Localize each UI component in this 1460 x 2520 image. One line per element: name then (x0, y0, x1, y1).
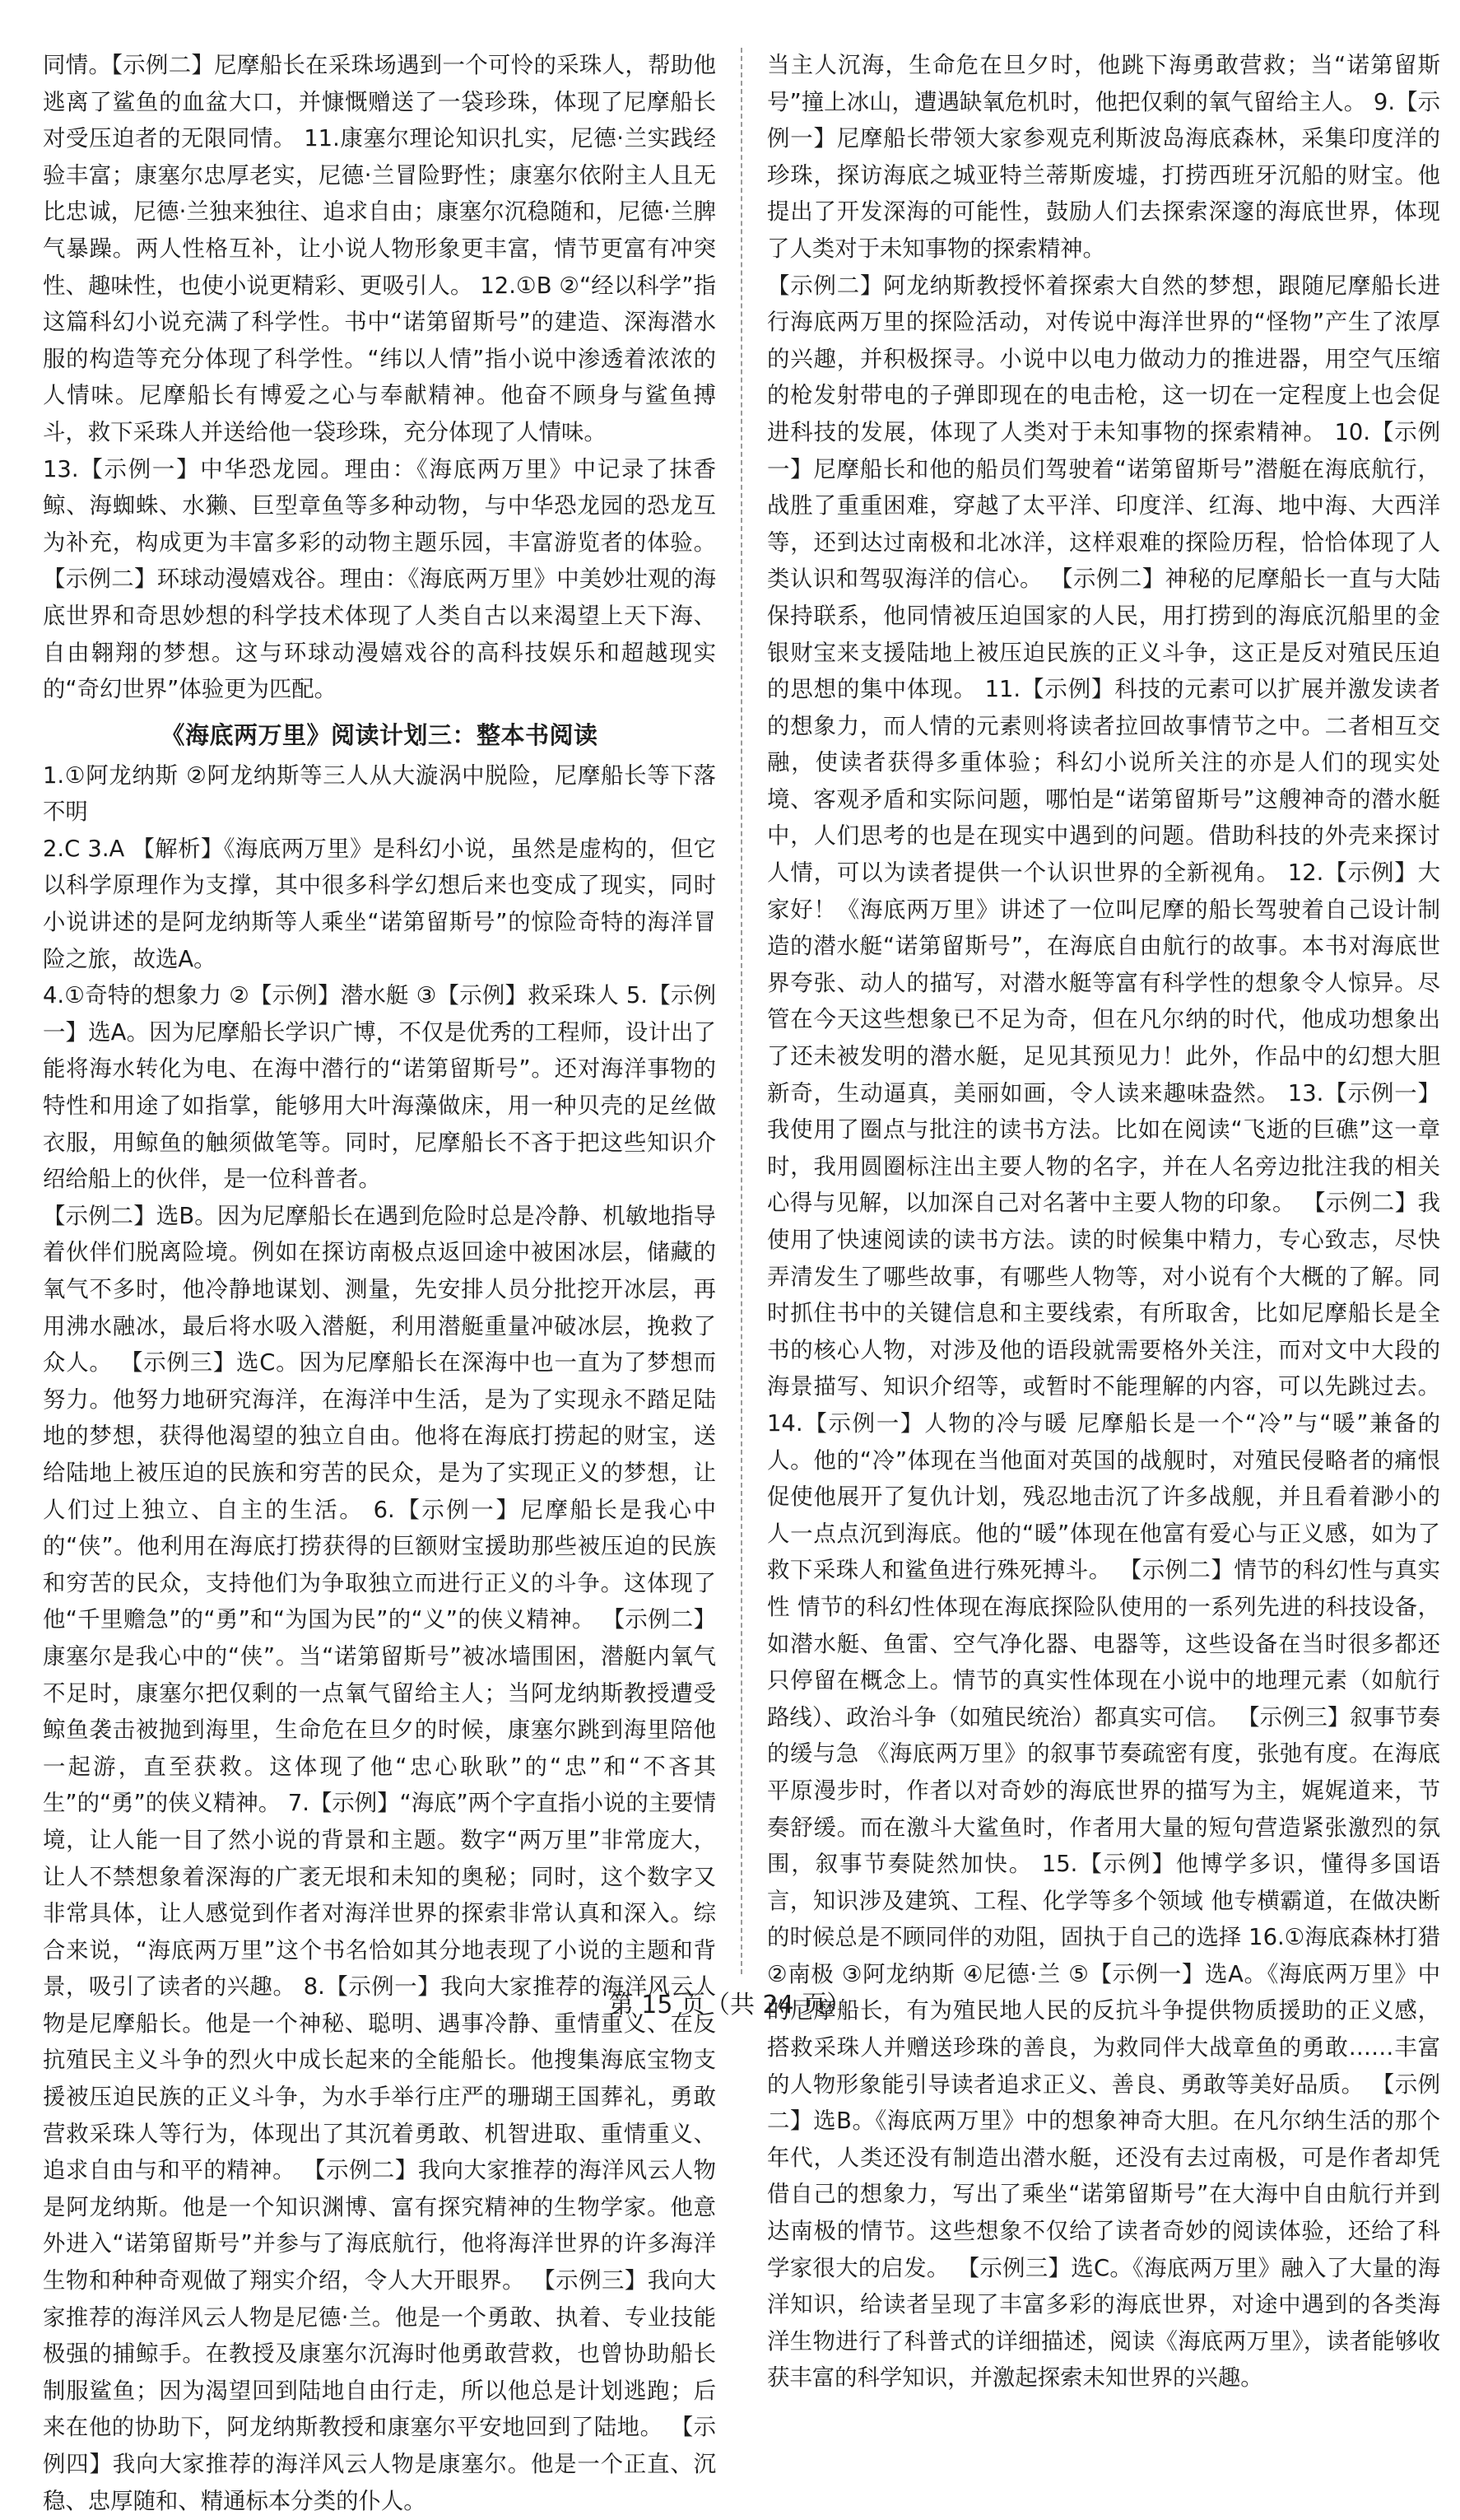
paragraph: 13.【示例一】中华恐龙园。理由：《海底两万里》中记录了抹香鲸、海蜘蛛、水獭、巨型章鱼等多种动物，与中华恐龙园的恐龙互为补充，构成更为丰富多彩的动物主题乐园，丰富游览者的体验。 【示例二】环球动漫嬉戏谷。理由：《海底两万里》中美妙壮观的海底世界和奇思妙想的科学技术体现了人类自古以来渴望上天下海、自由翱翔的梦想。这与环球动漫嬉戏谷的高科技娱乐和超越现实的“奇幻世界”体验更为匹配。 (43, 456, 716, 703)
column-divider (741, 48, 742, 1974)
paragraph: 4.①奇特的想象力 ②【示例】潜水艇 ③【示例】救采珠人 5.【示例一】选A。因为尼摩船长学识广博，不仅是优秀的工程师，设计出了能将海水转化为电、在海中潜行的“诺第留斯号”。还对海洋事物的特性和用途了如指掌，能够用大叶海藻做床，用一种贝壳的足丝做衣服，用鲸鱼的触须做笔等。同时，尼摩船长不吝于把这些知识介绍给船上的伙伴，是一位科普者。 (43, 983, 716, 1193)
left-column (43, 48, 716, 2514)
paragraph: 2.C 3.A 【解析】《海底两万里》是科幻小说，虽然是虚构的，但它以科学原理作为支撑，其中很多科学幻想后来也变成了现实，同时小说讲述的是阿龙纳斯等人乘坐“诺第留斯号”的惊险奇特的海洋冒险之旅，故选A。 (43, 836, 716, 972)
paragraph: 【示例二】阿龙纳斯教授怀着探索大自然的梦想，跟随尼摩船长进行海底两万里的探险活动，对传说中海洋世界的“怪物”产生了浓厚的兴趣，并积极探寻。小说中以电力做动力的推进器，用空气压缩的枪发射带电的子弹即现在的电击枪，这一切在一定程度上也会促进科技的发展，体现了人类对于未知事物的探索精神。 10.【示例一】尼摩船长和他的船员们驾驶着“诺第留斯号”潜艇在海底航行，战胜了重重困难，穿越了太平洋、印度洋、红海、地中海、大西洋等，还到达过南极和北冰洋，这样艰难的探险历程，恰恰体现了人类认识和驾驭海洋的信心。 【示例二】神秘的尼摩船长一直与大陆保持联系，他同情被压迫国家的人民，用打捞到的海底沉船里的金银财宝来支援陆地上被压迫民族的正义斗争，这正是反对殖民压迫的思想的集中体现。 11.【示例】科技的元素可以扩展并激发读者的想象力，而人情的元素则将读者拉回故事情节之中。二者相互交融，使读者获得多重体验；科幻小说所关注的亦是人们的现实处境、客观矛盾和实际问题，哪怕是“诺第留斯号”这艘神奇的潜水艇中，人们思考的也是在现实中遇到的问题。借助科技的外壳来探讨人情，可以为读者提供一个认识世界的全新视角。 12.【示例】大家好！《海底两万里》讲述了一位叫尼摩的船长驾驶着自己设计制造的潜水艇“诺第留斯号”，在海底自由航行的故事。本书对海底世界夸张、动人的描写，对潜水艇等富有科学性的想象令人惊异。尽管在今天这些想象已不足为奇，但在凡尔纳的时代，他成功想象出了还未被发明的潜水艇，足见其预见力！此外，作品中的幻想大胆新奇，生动逼真，美丽如画，令人读来趣味盎然。 13.【示例一】我使用了圈点与批注的读书方法。比如在阅读“飞逝的巨礁”这一章时，我用圆圈标注出主要人物的名字，并在人名旁边批注我的相关心得与见解，以加深自己对名著中主要人物的印象。 【示例二】我使用了快速阅读的读书方法。读的时候集中精力，专心致志，尽快弄清发生了哪些故事，有哪些人物等，对小说有个大概的了解。同时抓住书中的关键信息和主要线索，有所取舍，比如尼摩船长是全书的核心人物，对涉及他的语段就需要格外关注，而对文中大段的海景描写、知识介绍等，或暂时不能理解的内容，可以先跳过去。 14.【示例一】人物的冷与暖 尼摩船长是一个“冷”与“暖”兼备的人。他的“冷”体现在当他面对英国的战舰时，对殖民侵略者的痛恨促使他展开了复仇计划，残忍地击沉了许多战舰，并且看着渺小的人一点点沉到海底。他的“暖”体现在他富有爱心与正义感，如为了救下采珠人和鲨鱼进行殊死搏斗。 【示例二】情节的科幻性与真实性 情节的科幻性体现在海底探险队使用的一系列先进的科技设备，如潜水艇、鱼雷、空气净化器、电器等，这些设备在当时很多都还只停留在概念上。情节的真实性体现在小说中的地理元素（如航行路线）、政治斗争（如殖民统治）都真实可信。 【示例三】叙事节奏的缓与急 《海底两万里》的叙事节奏疏密有度，张弛有度。在海底平原漫步时，作者以对奇妙的海底世界的描写为主，娓娓道来，节奏舒缓。而在激斗大鲨鱼时，作者用大量的短句营造紧张激烈的氛围，叙事节奏陡然加快。 15.【示例】他博学多识，懂得多国语言，知识涉及建筑、工程、化学等多个领域 他专横霸道，在做决断的时候总是不顾同伴的劝阻，固执于自己的选择 16.①海底森林打猎 ②南极 ③阿龙纳斯 ④尼德·兰 ⑤【示例一】选A。《海底两万里》中的尼摩船长，有为殖民地人民的反抗斗争提供物质援助的正义感，搭救采珠人并赠送珍珠的善良，为救同伴大战章鱼的勇敢……丰富的人物形象能引导读者追求正义、善良、勇敢等美好品质。 【示例二】选B。《海底两万里》中的想象神奇大胆。在凡尔纳生活的那个年代，人类还没有制造出潜水艇，还没有去过南极，可是作者却凭借自己的想象力，写出了乘坐“诺第留斯号”在大海中自由航行并到达南极的情节。这些想象不仅给了读者奇妙的阅读体验，还给了科学家很大的启发。 【示例三】选C。《海底两万里》融入了大量的海洋知识，给读者呈现了丰富多彩的海底世界，对途中遇到的各类海洋生物进行了科普式的详细描述，阅读《海底两万里》，读者能够收获丰富的科学知识，并激起探索未知世界的兴趣。 (767, 272, 1440, 2392)
paragraph: 当主人沉海，生命危在旦夕时，他跳下海勇敢营救；当“诺第留斯号”撞上冰山，遭遇缺氧危机时，他把仅剩的氧气留给主人。 9.【示例一】尼摩船长带领大家参观克利斯波岛海底森林，采集印度洋的珍珠，探访海底之城亚特兰蒂斯废墟，打捞西班牙沉船的财宝。他提出了开发深海的可能性，鼓励人们去探索深邃的海底世界，体现了人类对于未知事物的探索精神。 (767, 53, 1440, 262)
right-column (767, 48, 1440, 2392)
paragraph: 1.①阿龙纳斯 ②阿龙纳斯等三人从大漩涡中脱险，尼摩船长等下落不明 (43, 762, 716, 826)
page-number: 第 15 页（共 24 页） (608, 1991, 852, 2019)
section-title: 《海底两万里》阅读计划三：整本书阅读 (160, 720, 598, 749)
paragraph: 【示例二】选B。因为尼摩船长在遇到危险时总是冷静、机敏地指导着伙伴们脱离险境。例如在探访南极点返回途中被困冰层，储藏的氧气不多时，他冷静地谋划、测量，先安排人员分批挖开冰层，再用沸水融冰，最后将水吸入潜艇，利用潜艇重量冲破冰层，挽救了众人。 【示例三】选C。因为尼摩船长在深海中也一直为了梦想而努力。他努力地研究海洋，在海洋中生活，是为了实现永不踏足陆地的梦想，获得他渴望的独立自由。他将在海底打捞起的财宝，送给陆地上被压迫的民族和穷苦的民众，是为了实现正义的梦想，让人们过上独立、自主的生活。 6.【示例一】尼摩船长是我心中的“侠”。他利用在海底打捞获得的巨额财宝援助那些被压迫的民族和穷苦的民众，支持他们为争取独立而进行正义的斗争。这体现了他“千里赡急”的“勇”和“为国为民”的“义”的侠义精神。 【示例二】康塞尔是我心中的“侠”。当“诺第留斯号”被冰墙围困，潜艇内氧气不足时，康塞尔把仅剩的一点氧气留给主人；当阿龙纳斯教授遭受鲸鱼袭击被抛到海里，生命危在旦夕的时候，康塞尔跳到海里陪他一起游，直至获救。这体现了他“忠心耿耿”的“忠”和“不吝其生”的“勇”的侠义精神。 7.【示例】“海底”两个字直指小说的主要情境，让人能一目了然小说的背景和主题。数字“两万里”非常庞大，让人不禁想象着深海的广袤无垠和未知的奥秘；同时，这个数字又非常具体，让人感觉到作者对海洋世界的探索非常认真和深入。综合来说，“海底两万里”这个书名恰如其分地表现了小说的主题和背景，吸引了读者的兴趣。 8.【示例一】我向大家推荐的海洋风云人物是尼摩船长。他是一个神秘、聪明、遇事冷静、重情重义、在反抗殖民主义斗争的烈火中成长起来的全能船长。他搜集海底宝物支援被压迫民族的正义斗争，为水手举行庄严的珊瑚王国葬礼，勇敢营救采珠人等行为，体现出了其沉着勇敢、机智进取、重情重义、追求自由与和平的精神。 【示例二】我向大家推荐的海洋风云人物是阿龙纳斯。他是一个知识渊博、富有探究精神的生物学家。他意外进入“诺第留斯号”并参与了海底航行，他将海洋世界的许多海洋生物和种种奇观做了翔实介绍，令人大开眼界。 【示例三】我向大家推荐的海洋风云人物是尼德·兰。他是一个勇敢、执着、专业技能极强的捕鲸手。在教授及康塞尔沉海时他勇敢营救，也曾协助船长制服鲨鱼；因为渴望回到陆地自由行走，所以他总是计划逃跑；后来在他的协助下，阿龙纳斯教授和康塞尔平安地回到了陆地。 【示例四】我向大家推荐的海洋风云人物是康塞尔。他是一个正直、沉稳、忠厚随和、精通标本分类的仆人。 (43, 1203, 716, 2514)
paragraph: 同情。【示例二】尼摩船长在采珠场遇到一个可怜的采珠人，帮助他逃离了鲨鱼的血盆大口，并慷慨赠送了一袋珍珠，体现了尼摩船长对受压迫者的无限同情。 11.康塞尔理论知识扎实，尼德·兰实践经验丰富；康塞尔忠厚老实，尼德·兰冒险野性；康塞尔依附主人且无比忠诚，尼德·兰独来独往、追求自由；康塞尔沉稳随和，尼德·兰脾气暴躁。两人性格互补，让小说人物形象更丰富，情节更富有冲突性、趣味性，也使小说更精彩、更吸引人。 12.①B ②“经以科学”指这篇科幻小说充满了科学性。书中“诺第留斯号”的建造、深海潜水服的构造等充分体现了科学性。“纬以人情”指小说中渗透着浓浓的人情味。尼摩船长有博爱之心与奉献精神。他奋不顾身与鲨鱼搏斗，救下采珠人并送给他一袋珍珠，充分体现了人情味。 (43, 53, 716, 445)
